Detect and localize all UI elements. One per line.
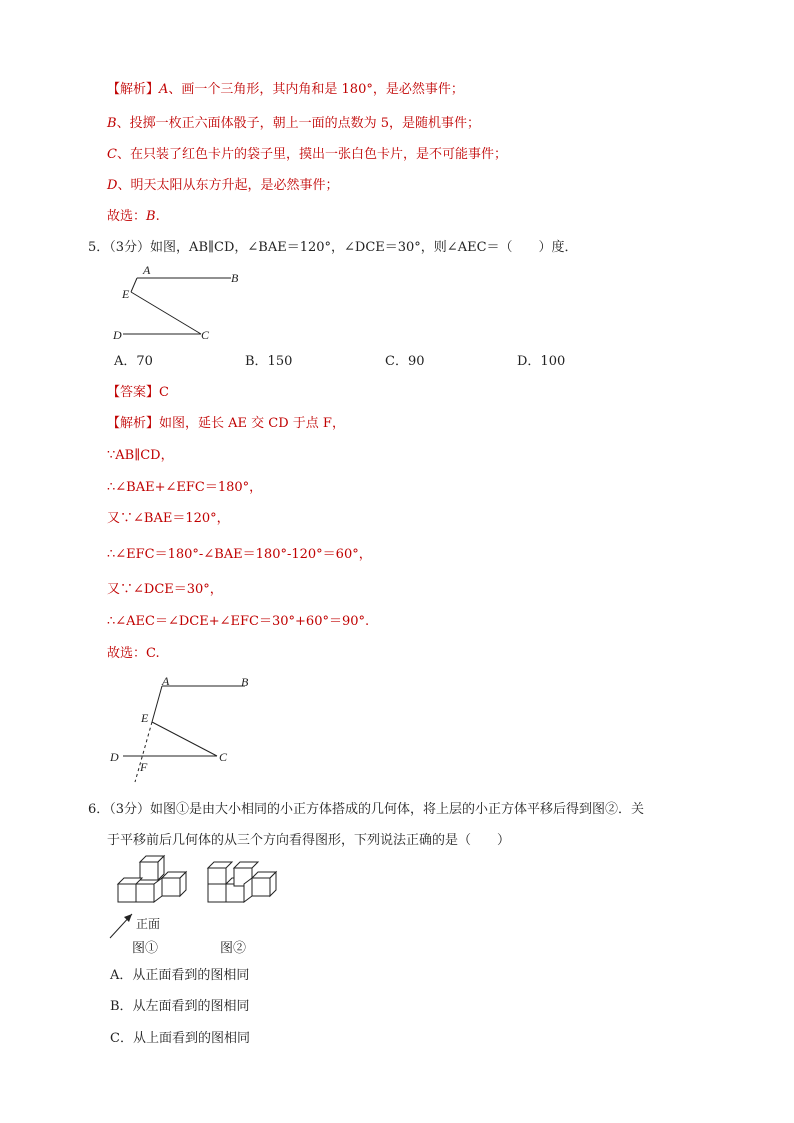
q5-step-1: ∵AB∥CD， (107, 448, 174, 463)
q5-step-5: 又∵∠DCE＝30°， (107, 582, 223, 597)
analysis-tag: 【解析】 (107, 82, 160, 97)
q4-choose: 故选：B. (107, 209, 160, 224)
q5-stem (88, 238, 578, 258)
figure-2-cubes (208, 862, 276, 902)
label-f: F (140, 760, 148, 774)
q5-option-a: A．70 (114, 354, 153, 369)
q4-analysis-line-d: D、明天太阳从东方升起，是必然事件； (107, 178, 339, 193)
q5-step-2: ∴∠BAE+∠EFC＝180°， (107, 480, 263, 495)
q6-option-c: C．从上面看到的图相同 (110, 1031, 250, 1046)
q5-step-4: ∴∠EFC＝180°-∠BAE＝180°-120°＝60°， (107, 547, 372, 562)
figure-1-cubes (118, 856, 186, 902)
q5-option-c: C．90 (385, 354, 425, 369)
fig1-caption: 图① (132, 940, 159, 955)
label-a: A (143, 263, 151, 277)
segment-ae (152, 686, 162, 722)
segment-ec (131, 292, 201, 334)
q4-analysis-line-b: B、投掷一枚正六面体骰子，朝上一面的点数为 5，是随机事件； (107, 116, 480, 131)
q6-stem-line1 (88, 800, 644, 820)
label-a: A (162, 674, 170, 688)
label-b: B (231, 271, 239, 285)
q6-option-b: B．从左面看到的图相同 (110, 999, 250, 1014)
q5-option-b: B．150 (245, 354, 293, 369)
q5-analysis: 【解析】如图，延长 AE 交 CD 于点 F， (107, 416, 345, 431)
q5-solution-figure (105, 672, 265, 787)
q5-option-d: D．100 (517, 354, 566, 369)
fig2-caption: 图② (220, 940, 247, 955)
q6-option-a: A．从正面看到的图相同 (110, 968, 250, 983)
label-d: D (110, 750, 119, 764)
question-number: 5． (88, 240, 110, 255)
segment-ec (152, 722, 217, 756)
q4-analysis-line-c: C、在只装了红色卡片的袋子里，摸出一张白色卡片，是不可能事件； (107, 147, 507, 162)
question-text: （3分）如图①是由大小相同的小正方体搭成的几何体，将上层的小正方体平移后得到图②．关 (109, 802, 645, 817)
segment-ae (131, 278, 137, 292)
q6-stem-line2: 于平移前后几何体的从三个方向看得图形，下列说法正确的是（ ） (107, 833, 511, 848)
q5-step-3: 又∵∠BAE＝120°， (107, 511, 230, 526)
label-d: D (113, 328, 122, 342)
q5-step-6: ∴∠AEC＝∠DCE+∠EFC＝30°+60°＝90°. (107, 614, 370, 629)
q5-choose: 故选：C. (107, 646, 160, 661)
front-label: 正面 (136, 917, 161, 931)
q4-analysis-line-a: 【解析】A、画一个三角形，其内角和是 180°，是必然事件； (107, 82, 464, 97)
question-number: 6． (88, 802, 110, 817)
label-e: E (122, 287, 130, 301)
question-text: （3分）如图，AB∥CD，∠BAE＝120°，∠DCE＝30°，则∠AEC＝（ ）度． (109, 240, 578, 255)
q5-figure (105, 262, 245, 347)
label-c: C (201, 328, 210, 342)
label-c: C (219, 750, 228, 764)
label-e: E (141, 711, 149, 725)
label-b: B (241, 675, 249, 689)
q6-figures (100, 852, 300, 962)
q5-answer: 【答案】C (107, 385, 169, 400)
